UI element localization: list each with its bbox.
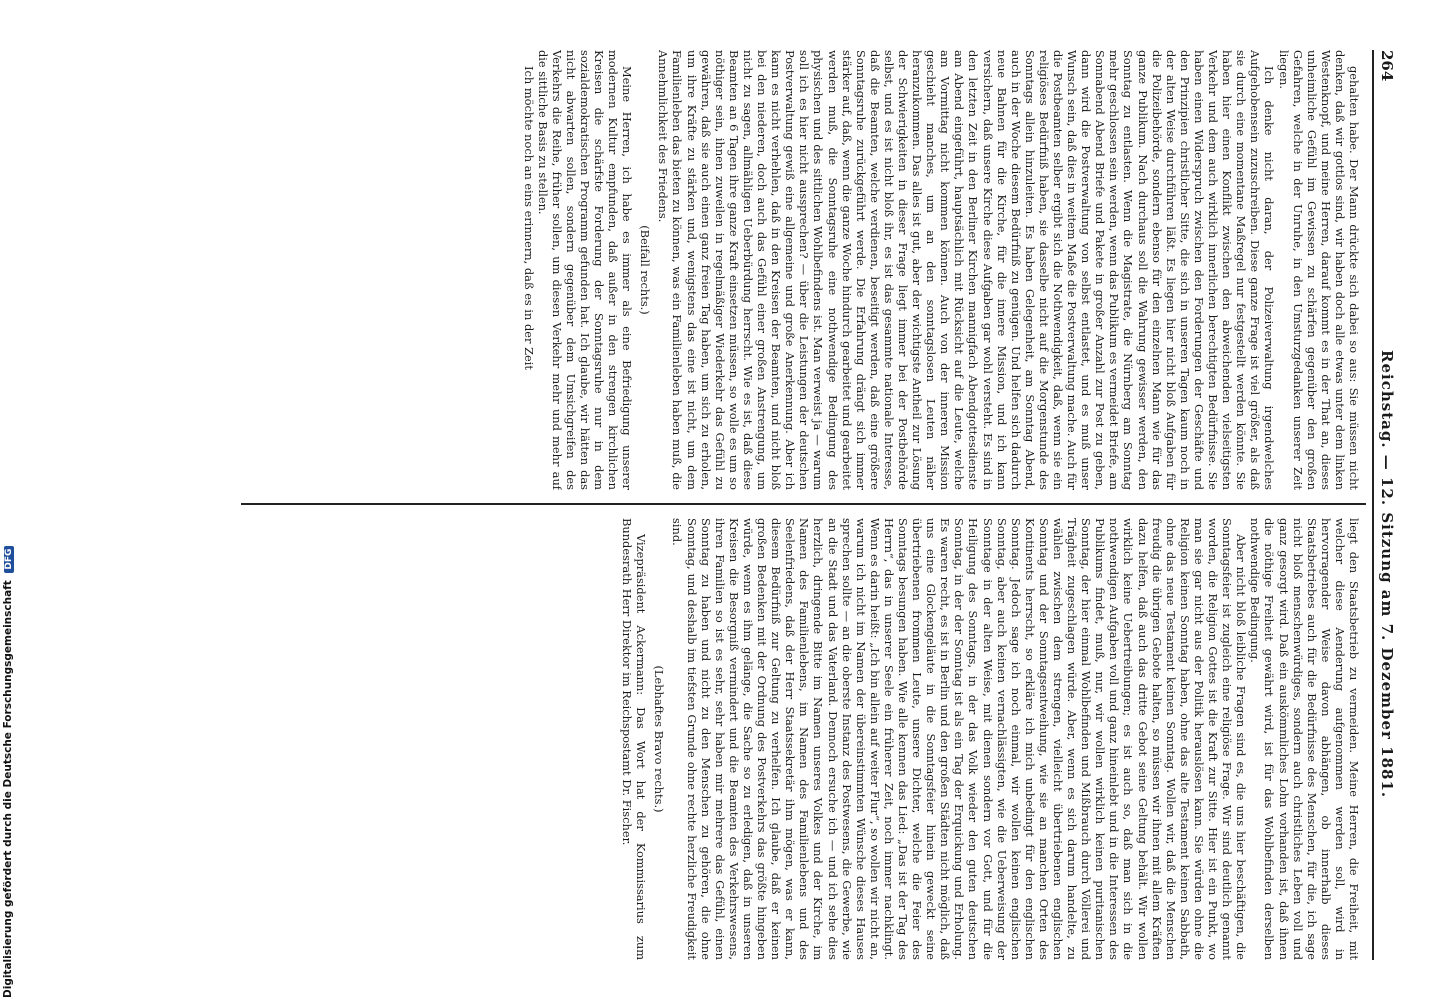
paragraph: gehalten habe. Der Mann drückte sich dabei so aus: Sie müssen nicht denken, daß wir gottlos sind, wir haben doch alle etwas unter dem linken Westenknopf, und meine Herren, darauf kommt es in der That an, dieses unheimliche Gefühl im Gewissen zu schärfen gegenüber den großen Gefahren, welche in der Unruhe, in den Umsturzgedanken unserer Zeit liegen. [1276, 50, 1361, 490]
right-column [241, 518, 1361, 960]
digitization-credit-strip [0, 0, 22, 1000]
paragraph: Vizepräsident Ackermann: Das Wort hat der Kommissarius zum Bundesrath Herr Direktor im Reichspostamt Dr. Fischer. [620, 518, 649, 960]
digitization-credit-text: Digitalisierung gefördert durch die Deutsche Forschungsgemeinschaft [2, 580, 14, 998]
paragraph: Aber nicht bloß leibliche Fragen sind es, die uns hier beschäftigen, die Sonntagsfeier ist zugleich eine religiöse Frage. Wir sind deutlich genannt worden, die Religion Gottes ist die Kraft zur Sitte. Hier ist ein Punkt, wo man sie gar nicht aus der Politik herauslösen kann. Sie würden ohne die Religion keinen Sonntag haben, ohne das alte Testament keinen Sabbath, ohne das neue Testament keinen Sonntag. Wollen wir, daß die Menschen freudig die übrigen Gebote halten, so müssen wir ihnen mit allem Kräften dazu helfen, daß auch das dritte Gebot seine Geltung behält. Wir wollen wirklich keine Uebertreibungen; es ist auch so, daß man sich in die nothwendigen Aufgaben voll und ganz hineinlebt und in die Interessen des Publikums findet, muß, nur, wir wollen wirklich keinen puritanischen Sonntag, der hier einmal Wohlbefinden und Mißbrauch durch Völlerei und Trägheit zugeschlagen würde. Aber, wenn es sich darum handelte, zu wählen zwischen dem strengen, vielleicht übertriebenen englischen Sonntag und der Sonntagsentweihung, wie sie an manchen Orten des Kontinents herrscht, so erkläre ich mich unbedingt für den englischen Sonntag. Jedoch sage ich noch einmal, wir wollen keinen englischen Sonntag, aber auch keinen vernachlässigten, wie die Ueberweisung der Sonntage in der alten Weise, mit dienen sondern vor Gott, und für die Heiligung des Sonntags, in der das Volk wieder den guten deutschen Sonntag, in der der Sonntag ist als ein Tag der Erquickung und Erholung. Es waren recht, es ist in Berlin und den großen Städten nicht möglich, daß uns eine Glockengeläute in die Sonntagsfeier hinein geweckt seine übertriebenen frommen Leute, unsere Dichter, welche die Feier des Sonntags besungen haben. Wie alle kennen das Lied: „Das ist der Tag des Herrn“, das in unserer Seele ein früherer Zeit, noch immer nachklingt. Wenn es darin heißt: „Ich bin allein auf weiter Flur“, so wollen wir nicht an, warum ich nicht im Namen der übereinstimmten Wünsche dieses Hauses sprechen sollte — an die oberste Instanz des Postwesens, die Gewerbe, wie an die Stadt und das Vaterland. Dennoch ersuche ich — und ich sehe dies herzlich, dringende Bitte im Namen unseres Volkes und der Kirche, im Namen des Familienlebens, im Namen des Familienlebens und des Seelenfriedens, daß der Herr Staatssekretär ihm mögen, was er kann, diesem Bedürfniß zur Geltung zu verhelfen. Ich glaube, daß er keinen großen Bedenken mit der Ordnung des Postverkehrs das größte hingeben würde, wenn es ihm gelänge, die Sache so zu erledigen, daß in unseren Kreisen die Besorgniß vermindert und die Beamten des Verkehrswesens, ihren Familien so ist es sehr, sehr haben mir mehrere das Gefühl, einen Sonntag zu haben und nicht zu den Menschen zu gehören, die ohne Sonntag, und deshalb im tiefsten Grunde ohne rechte herzliche Freudigkeit sind. [670, 518, 1249, 960]
digitization-credit [2, 546, 14, 998]
column-divider [241, 503, 1366, 505]
paragraph: Ich möchte noch an eins erinnern, daß es in der Zeit [521, 66, 536, 370]
left-column [241, 50, 1361, 490]
page-header [1372, 50, 1396, 960]
page-title: Reichstag. — 12. Sitzung am 7. Dezember 1881. [1378, 350, 1396, 799]
dfg-logo: DFG [4, 546, 14, 573]
page-number: 264 [1378, 50, 1396, 82]
paragraph: liegt den Staatsbetrieb zu vermeiden. Meine Herren, die Freiheit, mit welcher diese Aenderung aufgenommen werden soll, wird in hervorragender Weise davon abhängen, ob innerhalb dieses Staatsbetriebes auch für die Bedürfnisse des Menschen, für die, ich sage nicht bloß menschenwürdiges, sondern auch christliches Leben voll und ganz gesorgt wird. Daß ein auskömmliches Lohn vorhanden ist, daß ihnen die nöthige Freiheit gewährt wird, ist für das Wohlbefinden derselben nothwendige Bedingung. [1248, 518, 1361, 960]
paragraph: Ich denke nicht daran, der Polizeiverwaltung irgendwelches Aufgehobensein zuzuschreiben. Diese ganze Frage ist viel größer, als daß sie durch eine momentane Maßregel nur festgestellt werden könnte. Sie haben hier einen Konflikt zwischen den abweichenden vielseitigsten Verkehr und dem auch wirklich innerlichen berechtigten Bedürfnisse. Sie haben einen Widerspruch zwischen den Forderungen der Geschäfte und den Prinzipien christlicher Sitte, die sich in unseren Tagen kaum noch in der alten Weise durchführen läßt. Es liegen hier nicht bloß Aufgaben für die Polizeibehörde, sondern ebenso für den einzelnen Mann wie für das ganze Publikum. Nach durchaus soll die Wahrung gewisser werden, den Sonntag zu entlasten. Wenn die Magistrate, die Nürnberg am Sonntag mehr geschlossen sein werden, wenn das Publikum es vermeidet Briefe, am Sonnabend Abend Briefe und Pakete in großer Anzahl zur Post zu geben, dann wird die Postverwaltung von selbst entlastet, und es muß unser Wunsch sein, daß dies in weitem Maße die Postverwaltung mache. Auch für die Postbeamten selber ergibt sich die Nothwendigkeit, daß, wenn sie ein religiöses Bedürfniß haben, sie dasselbe nicht auf die Morgenstunde des Sonntags allein hinzuleiten. Es haben Gelegenheit, am Sonntag Abend, auch in der Woche diesem Bedürfniß zu genügen. Und helfen sich dadurch neue Bahnen für die Kirche, für die innere Mission, und ich kann versichern, daß unsere Kirche diese Aufgaben gar wohl versteht. Es sind in den letzten Zeit in den Berliner Kirchen mannigfach Abendgottesdienste am Abend eingeführt, hauptsächlich mit Rücksicht auf die Leute, welche am Vormittag nicht kommen können. Auch von der inneren Mission geschieht manches, um an den sonntagslosen Leuten näher heranzukommen. Das alles ist gut, aber der wichtigste Antheil zur Lösung der Schwierigkeiten in dieser Frage liegt immer bei der Postbehörde selbst, und es ist nicht bloß ihr, es ist das gesammte nationale Interesse, daß die Beamten, welche verdienen, beseitigt werden, daß eine größere Sonntagsruhe zurückgeführt werde. Die Erfahrung drängt sich immer stärker auf, daß, wenn die ganze Woche hindurch gearbeitet und gearbeitet werden muß, die Sonntagsruhe eine nothwendige Bedingung des physischen und des sittlichen Wohlbefindens ist. Man verweist ja — warum soll ich es hier nicht aussprechen? — über die Leistungen der deutschen Postverwaltung gewiß eine allgemeine und große Anerkennung. Aber ich kann es nicht verhehlen, daß in den Kreisen der Beamten, und nicht bloß bei den niederen, doch auch das Gefühl einer großen Anstrengung, um nicht zu sagen, allmähligen Ueberbürdung herrscht. Wie es ist, daß diese Beamten an 6 Tagen ihre ganze Kraft einsetzen müssen, so wolle es um so nöthiger sein, ihnen zuweilen in regelmäßiger Wiederkehr das Gefühl zu gewähren, daß sie auch einen ganz freien Tag haben, um sich zu erholen, um ihre Kräfte zu stärken und, wenigstens das eine ist nicht, um dem Familienleben das bieten zu können, was ein Familienleben haben muß, die Annehmlichkeit des Friedens. [656, 50, 1277, 490]
paragraph: Meine Herren, ich habe es immer als eine Befriedigung unserer modernen Kultur empfunden, daß außer in den strengen kirchlichen Kreisen die schärfste Forderung der Sonntagsruhe nur in dem sozialdemokratischen Programm gefunden hat. Ich glaube, wir hätten das nicht abwarten sollen, sondern gegenüber dem Umsichgreifen des Verkehrs die Reihe, früher sollen, um diesen Verkehr mehr und mehr auf die sittliche Basis zu stellen. [535, 50, 635, 490]
stage-direction: (Lebhaftes Bravo rechts.) [652, 665, 667, 813]
document-page [196, 0, 1432, 1000]
stage-direction: (Beifall rechts.) [638, 225, 653, 315]
